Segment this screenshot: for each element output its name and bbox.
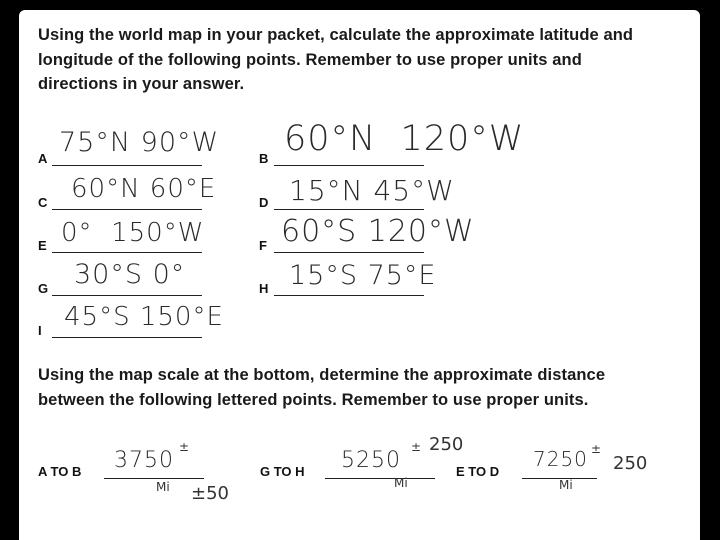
distance-line-a-to-b <box>104 478 204 479</box>
answer-line-g <box>52 295 202 296</box>
distance-pm-g-to-h: ± <box>411 440 422 454</box>
worksheet-page <box>19 10 700 540</box>
distance-answer-e-to-d: 7250 <box>533 447 588 471</box>
answer-d: 15°N 45°W <box>289 174 455 207</box>
distance-pm-a-to-b: ± <box>179 440 190 454</box>
distance-tolerance-g-to-h: 250 <box>429 434 464 455</box>
answer-line-b <box>274 165 424 166</box>
answer-c: 60°N 60°E <box>71 174 217 204</box>
answer-a: 75°N 90°W <box>59 127 220 158</box>
point-label-f: F <box>259 238 267 253</box>
distance-line-g-to-h <box>325 478 435 479</box>
point-label-c: C <box>38 195 48 210</box>
latlong-instructions: Using the world map in your packet, calculate the approximate latitude and longitude of the following points. Remember to use proper units and directions in your answer. <box>38 26 634 93</box>
point-label-g: G <box>38 281 49 296</box>
distance-unit-e-to-d: Mi <box>559 478 573 492</box>
distance-unit-a-to-b: Mi <box>156 480 170 494</box>
answer-f: 60°S 120°W <box>281 214 475 249</box>
point-label-a: A <box>38 151 48 166</box>
distance-answer-g-to-h: 5250 <box>341 448 401 473</box>
distance-answer-a-to-b: 3750 <box>114 448 174 473</box>
distance-tolerance-e-to-d: 250 <box>613 453 648 474</box>
distance-tolerance-a-to-b: ±50 <box>191 483 229 504</box>
point-label-b: B <box>259 151 269 166</box>
answer-i: 45°S 150°E <box>64 302 224 332</box>
distance-instructions: Using the map scale at the bottom, determine the approximate distance between the following lettered points. Remember to use proper units. <box>38 366 606 409</box>
distance-label-a-to-b: A TO B <box>38 464 82 479</box>
answer-line-i <box>52 337 202 338</box>
distance-pm-e-to-d: ± <box>591 442 602 456</box>
answer-line-e <box>52 252 202 253</box>
point-label-h: H <box>259 281 269 296</box>
answer-line-h <box>274 295 424 296</box>
point-label-e: E <box>38 238 47 253</box>
answer-line-d <box>274 209 424 210</box>
answer-b: 60°N 120°W <box>284 119 525 159</box>
answer-g: 30°S 0° <box>74 259 186 290</box>
point-label-d: D <box>259 195 269 210</box>
point-label-i: I <box>38 323 42 338</box>
answer-line-a <box>52 165 202 166</box>
answer-line-f <box>274 252 424 253</box>
distance-label-g-to-h: G TO H <box>260 464 305 479</box>
answer-line-c <box>52 209 202 210</box>
distance-unit-g-to-h: Mi <box>394 476 408 490</box>
answer-e: 0° 150°W <box>61 218 205 248</box>
distance-label-e-to-d: E TO D <box>456 464 500 479</box>
answer-h: 15°S 75°E <box>289 260 437 291</box>
